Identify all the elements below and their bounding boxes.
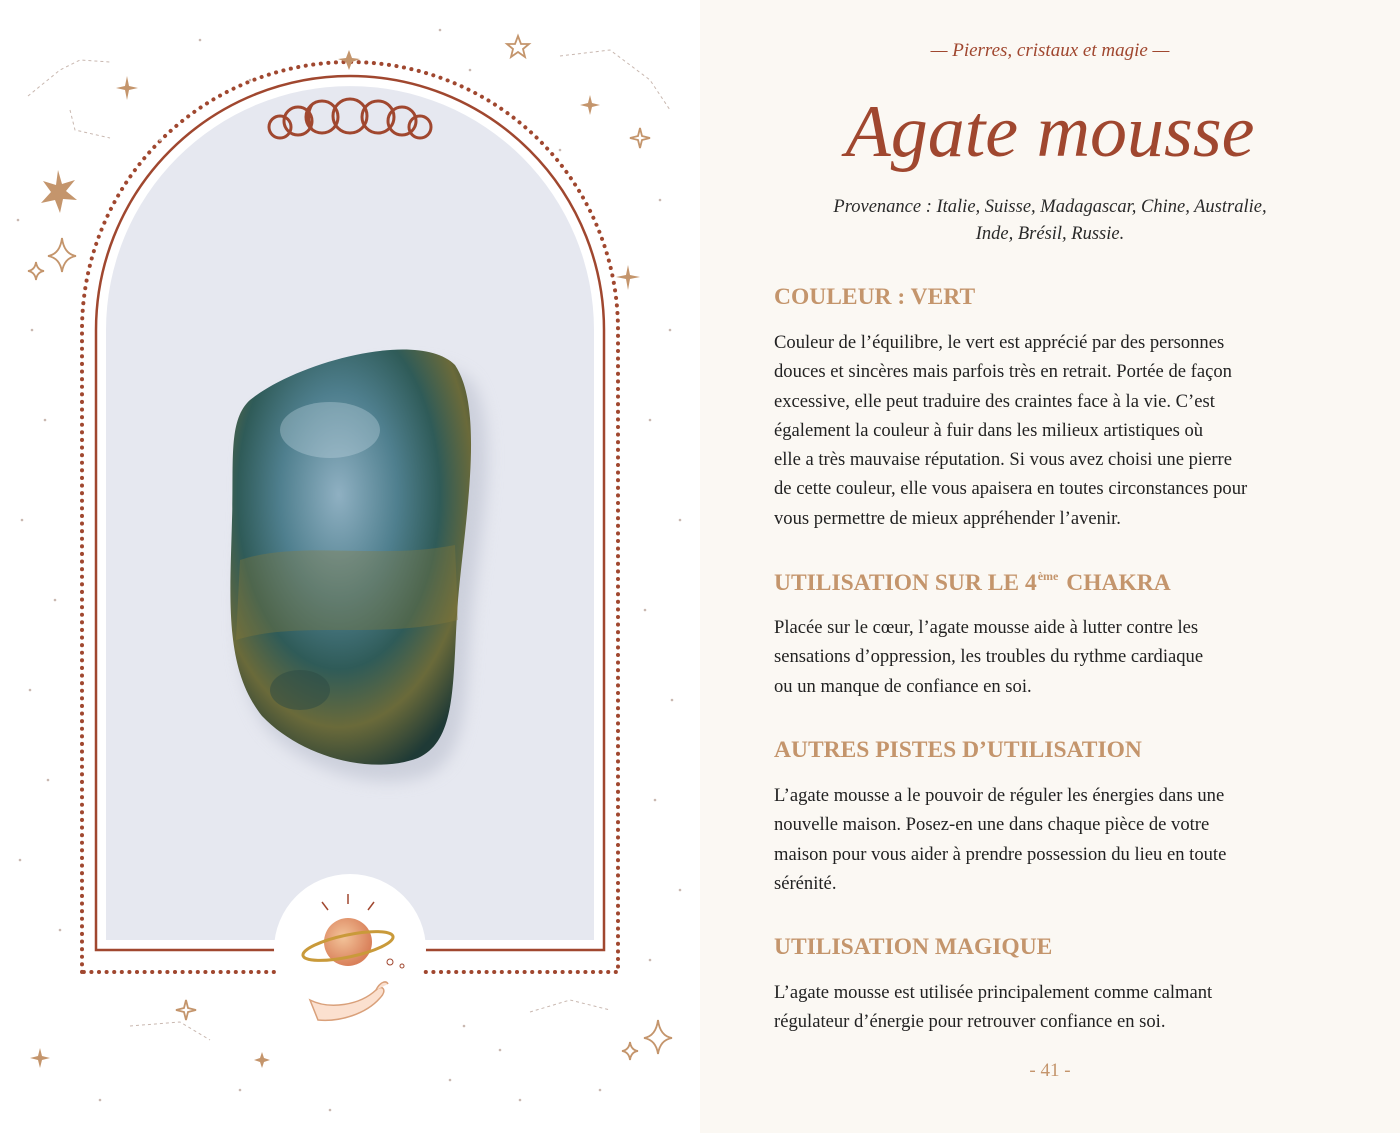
provenance [810,194,1290,248]
body-line: sensations d’oppression, les troubles du rythme cardiaque [774,646,1204,668]
body-line: L’agate mousse est utilisée principalement comme calmant [774,982,1213,1003]
section-kicker: — Pierres, cristaux et magie — [930,40,1170,61]
body-line: maison pour vous aider à prendre possession du lieu en toute [774,843,1227,865]
body-line: Couleur de l’équilibre, le vert est apprécié par des personnes [774,332,1225,353]
section-heading-chakra [774,569,1354,597]
body-line: vous permettre de mieux appréhender l’avenir. [774,507,1121,529]
body-line: également la couleur à fuir dans les milieux artistiques où [774,419,1204,441]
provenance-line: Inde, Brésil, Russie. [975,224,1125,244]
body-line: L’agate mousse a le pouvoir de réguler les énergies dans une [774,785,1225,806]
star-icon [41,170,77,213]
body-line: régulateur d’énergie pour retrouver confiance en soi. [774,1011,1166,1033]
section-body-chakra [774,613,1334,701]
section-body-color [774,328,1334,533]
section-body-other-uses [774,781,1334,898]
heading-part: UTILISATION SUR LE 4 [774,570,1037,596]
provenance-line: Provenance : Italie, Suisse, Madagascar, Chine, Australie, [833,197,1267,217]
section-heading-other-uses: AUTRES PISTES D’UTILISATION [774,737,1142,763]
body-line: sérénité. [774,872,837,894]
body-line: excessive, elle peut traduire des craintes face à la vie. C’est [774,390,1215,412]
body-line: nouvelle maison. Posez-en une dans chaque pièce de votre [774,814,1210,836]
section-body-magic [774,978,1334,1037]
body-line: ou un manque de confiance en soi. [774,675,1032,697]
body-line: elle a très mauvaise réputation. Si vous avez choisi une pierre [774,449,1232,471]
body-line: douces et sincères mais parfois très en retrait. Portée de façon [774,361,1232,383]
right-page [700,0,1400,1133]
sparkle-icon [48,238,76,272]
section-heading-color: COULEUR : VERT [774,284,976,310]
heading-part: CHAKRA [1060,570,1171,596]
body-line: de cette couleur, elle vous apaisera en toutes circonstances pour [774,478,1248,500]
page-title: Agate mousse [845,91,1255,173]
section-heading-magic: UTILISATION MAGIQUE [774,934,1053,960]
page-number: - 41 - [1029,1060,1071,1081]
heading-superscript: ème [1037,569,1059,583]
body-line: Placée sur le cœur, l’agate mousse aide à lutter contre les [774,617,1199,638]
